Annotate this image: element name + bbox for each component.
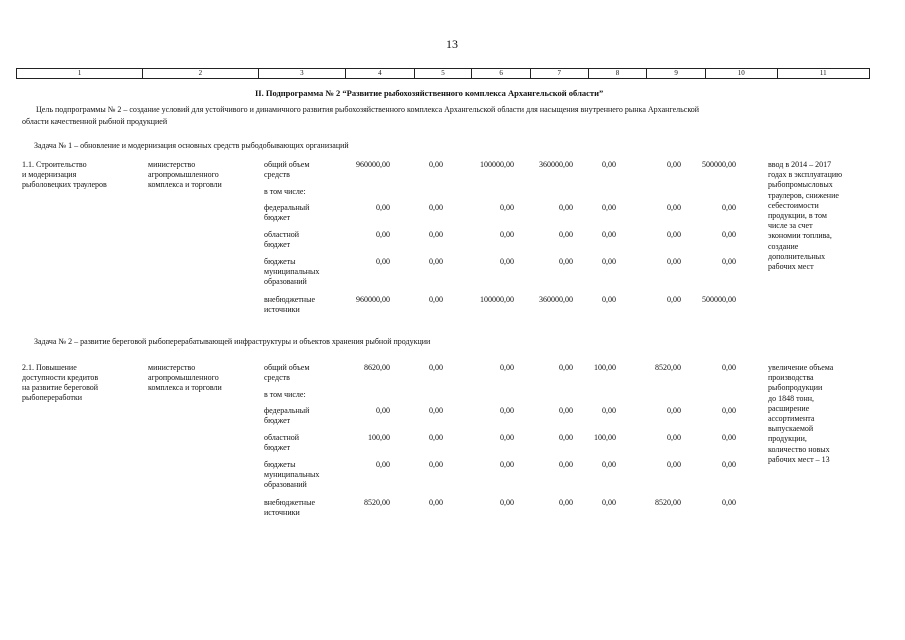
executor-line: министерство bbox=[148, 160, 196, 169]
funding-source-line: федеральный bbox=[264, 406, 310, 415]
header-cell: 4 bbox=[346, 69, 415, 78]
funding-value: 0,00 bbox=[559, 433, 573, 442]
funding-value: 0,00 bbox=[500, 433, 514, 442]
funding-source-line: бюджет bbox=[264, 213, 291, 222]
funding-source-line: бюджет bbox=[264, 240, 291, 249]
funding-value: 0,00 bbox=[376, 257, 390, 266]
funding-value: 500000,00 bbox=[702, 295, 736, 304]
funding-value: 0,00 bbox=[722, 230, 736, 239]
funding-value: 8520,00 bbox=[364, 498, 390, 507]
funding-value: 0,00 bbox=[667, 460, 681, 469]
funding-value: 0,00 bbox=[559, 363, 573, 372]
funding-value: 960000,00 bbox=[356, 160, 390, 169]
funding-source-line: средств bbox=[264, 170, 290, 179]
task-1-heading: Задача № 1 – обновление и модернизация основных средств рыбодобывающих организаций bbox=[34, 141, 349, 150]
executor-line: комплекса и торговли bbox=[148, 383, 222, 392]
funding-source-line: бюджет bbox=[264, 443, 291, 452]
executor-line: комплекса и торговли bbox=[148, 180, 222, 189]
result-line: производства bbox=[768, 373, 814, 383]
goal-text-line2: области качественной рыбной продукцией bbox=[22, 117, 168, 126]
funding-value: 0,00 bbox=[722, 433, 736, 442]
result-line: создание bbox=[768, 241, 799, 251]
funding-value: 0,00 bbox=[500, 406, 514, 415]
funding-value: 0,00 bbox=[429, 295, 443, 304]
task-2-heading: Задача № 2 – развитие береговой рыбоперерабатывающей инфраструктуры и объектов хранения рыбной продукции bbox=[34, 337, 431, 346]
funding-value: 0,00 bbox=[602, 230, 616, 239]
funding-value: 0,00 bbox=[602, 406, 616, 415]
header-cell: 9 bbox=[647, 69, 706, 78]
funding-value: 0,00 bbox=[722, 257, 736, 266]
funding-value: 0,00 bbox=[667, 203, 681, 212]
funding-value: 0,00 bbox=[559, 498, 573, 507]
result-line: рабочих мест bbox=[768, 262, 814, 271]
funding-value: 0,00 bbox=[376, 203, 390, 212]
funding-value: 0,00 bbox=[429, 406, 443, 415]
funding-value: 0,00 bbox=[429, 460, 443, 469]
funding-value: 8520,00 bbox=[655, 498, 681, 507]
funding-value: 0,00 bbox=[722, 203, 736, 212]
funding-value: 0,00 bbox=[500, 257, 514, 266]
funding-value: 8620,00 bbox=[364, 363, 390, 372]
column-number-header bbox=[16, 68, 870, 79]
funding-value: 8520,00 bbox=[655, 363, 681, 372]
funding-source-line: областной bbox=[264, 230, 300, 239]
funding-source-line: в том числе: bbox=[264, 187, 306, 196]
executor-line: агропромышленного bbox=[148, 170, 219, 179]
funding-value: 0,00 bbox=[602, 160, 616, 169]
result-line: продукции, bbox=[768, 434, 807, 444]
funding-value: 0,00 bbox=[559, 230, 573, 239]
measure-name-line: на развитие береговой bbox=[22, 383, 99, 392]
funding-value: 0,00 bbox=[559, 257, 573, 266]
funding-value: 960000,00 bbox=[356, 295, 390, 304]
section-title: II. Подпрограмма № 2 “Развитие рыбохозяйственного комплекса Архангельской области” bbox=[255, 88, 604, 98]
funding-source-line: образований bbox=[264, 277, 307, 286]
funding-value: 360000,00 bbox=[539, 295, 573, 304]
funding-value: 0,00 bbox=[559, 203, 573, 212]
funding-value: 0,00 bbox=[667, 406, 681, 415]
funding-value: 100000,00 bbox=[480, 295, 514, 304]
measure-name-line: и модернизация bbox=[22, 170, 77, 179]
funding-value: 0,00 bbox=[376, 230, 390, 239]
header-cell: 8 bbox=[589, 69, 648, 78]
funding-value: 0,00 bbox=[667, 160, 681, 169]
funding-value: 0,00 bbox=[722, 460, 736, 469]
funding-value: 0,00 bbox=[429, 498, 443, 507]
funding-source-line: бюджеты bbox=[264, 257, 296, 266]
result-line: экономии топлива, bbox=[768, 231, 832, 241]
funding-source-line: внебюджетные bbox=[264, 295, 315, 304]
funding-source-line: бюджеты bbox=[264, 460, 296, 469]
header-cell: 2 bbox=[143, 69, 258, 78]
measure-name-line: рыбопереработки bbox=[22, 393, 83, 402]
result-line: себестоимости bbox=[768, 200, 819, 210]
funding-value: 0,00 bbox=[429, 363, 443, 372]
measure-name-line: 1.1. Строительство bbox=[22, 160, 87, 169]
funding-value: 100,00 bbox=[594, 363, 616, 372]
funding-value: 100,00 bbox=[368, 433, 390, 442]
funding-value: 0,00 bbox=[559, 406, 573, 415]
funding-source-line: областной bbox=[264, 433, 300, 442]
funding-value: 0,00 bbox=[500, 203, 514, 212]
funding-value: 0,00 bbox=[722, 363, 736, 372]
funding-value: 0,00 bbox=[602, 203, 616, 212]
result-line: траулеров, снижение bbox=[768, 190, 839, 200]
result-line: до 1848 тонн, bbox=[768, 393, 815, 403]
funding-value: 0,00 bbox=[667, 295, 681, 304]
funding-value: 0,00 bbox=[602, 257, 616, 266]
result-line: количество новых bbox=[768, 444, 830, 454]
header-cell: 6 bbox=[472, 69, 531, 78]
funding-value: 0,00 bbox=[602, 460, 616, 469]
goal-text-line1: Цель подпрограммы № 2 – создание условий для устойчивого и динамичного развития рыбохозяйственного комплекса Архангельской области для насыщения внутреннего рынка Архангельской bbox=[36, 105, 700, 114]
funding-source-line: внебюджетные bbox=[264, 498, 315, 507]
header-cell: 7 bbox=[531, 69, 589, 78]
funding-source-line: средств bbox=[264, 373, 290, 382]
funding-value: 0,00 bbox=[376, 460, 390, 469]
funding-source-line: источники bbox=[264, 508, 300, 517]
funding-value: 0,00 bbox=[667, 433, 681, 442]
page-number: 13 bbox=[446, 37, 458, 51]
funding-value: 0,00 bbox=[602, 498, 616, 507]
funding-source-line: муниципальных bbox=[264, 267, 320, 276]
header-cell: 3 bbox=[259, 69, 346, 78]
result-line: рыбопродукции bbox=[768, 383, 823, 393]
result-line: дополнительных bbox=[768, 251, 826, 261]
result-line: рабочих мест – 13 bbox=[768, 454, 830, 464]
funding-value: 0,00 bbox=[667, 230, 681, 239]
funding-source-line: федеральный bbox=[264, 203, 310, 212]
funding-value: 0,00 bbox=[500, 230, 514, 239]
funding-value: 0,00 bbox=[376, 406, 390, 415]
executor-line: агропромышленного bbox=[148, 373, 219, 382]
funding-value: 500000,00 bbox=[702, 160, 736, 169]
funding-value: 0,00 bbox=[559, 460, 573, 469]
funding-value: 0,00 bbox=[722, 406, 736, 415]
funding-value: 0,00 bbox=[722, 498, 736, 507]
funding-value: 0,00 bbox=[429, 160, 443, 169]
funding-value: 0,00 bbox=[602, 295, 616, 304]
funding-value: 100,00 bbox=[594, 433, 616, 442]
funding-source-line: в том числе: bbox=[264, 390, 306, 399]
funding-source-line: бюджет bbox=[264, 416, 291, 425]
funding-value: 100000,00 bbox=[480, 160, 514, 169]
funding-source-line: общий объем bbox=[264, 363, 310, 372]
result-line: расширение bbox=[768, 403, 810, 413]
header-cell: 5 bbox=[415, 69, 473, 78]
result-line: годах в эксплуатацию bbox=[768, 170, 843, 180]
funding-value: 360000,00 bbox=[539, 160, 573, 169]
funding-value: 0,00 bbox=[429, 433, 443, 442]
funding-value: 0,00 bbox=[500, 363, 514, 372]
funding-value: 0,00 bbox=[500, 498, 514, 507]
result-line: рыбопромысловых bbox=[768, 180, 833, 190]
funding-value: 0,00 bbox=[500, 460, 514, 469]
result-line: увеличение объема bbox=[768, 363, 834, 372]
measure-name-line: доступности кредитов bbox=[22, 373, 99, 382]
funding-value: 0,00 bbox=[667, 257, 681, 266]
result-line: числе за счет bbox=[768, 221, 813, 231]
measure-name-line: рыболовецких траулеров bbox=[22, 180, 107, 189]
header-cell: 10 bbox=[706, 69, 778, 78]
funding-value: 0,00 bbox=[429, 230, 443, 239]
funding-source-line: общий объем bbox=[264, 160, 310, 169]
executor-line: министерство bbox=[148, 363, 196, 372]
funding-source-line: источники bbox=[264, 305, 300, 314]
funding-source-line: образований bbox=[264, 480, 307, 489]
result-line: продукции, в том bbox=[768, 211, 827, 220]
funding-value: 0,00 bbox=[429, 203, 443, 212]
measure-name-line: 2.1. Повышение bbox=[22, 363, 77, 372]
result-line: ассортимента bbox=[768, 414, 815, 423]
funding-source-line: муниципальных bbox=[264, 470, 320, 479]
funding-value: 0,00 bbox=[429, 257, 443, 266]
result-line: выпускаемой bbox=[768, 424, 814, 434]
result-line: ввод в 2014 – 2017 bbox=[768, 160, 832, 169]
header-cell: 1 bbox=[17, 69, 143, 78]
header-cell: 11 bbox=[819, 69, 827, 77]
